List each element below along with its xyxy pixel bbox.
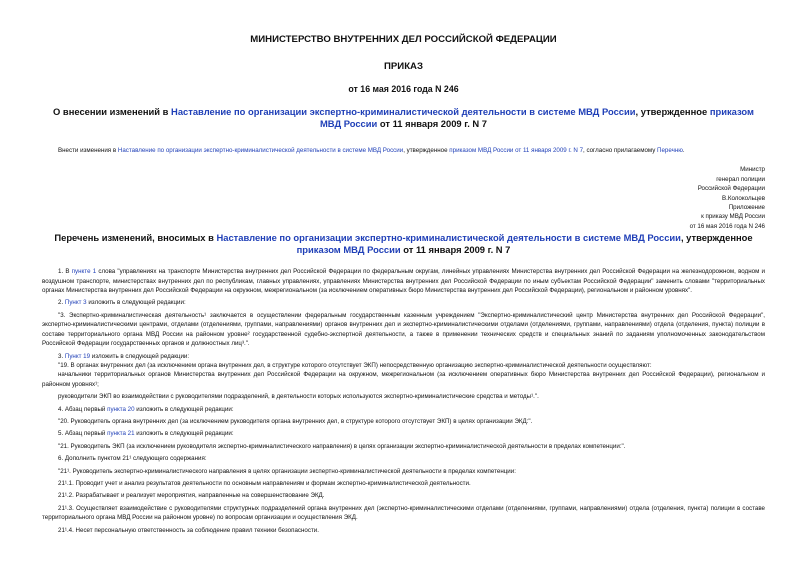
list-title-text-1: Перечень изменений, вносимых в [54,232,217,244]
intro-text-3: , согласно прилагаемому [583,147,658,154]
item-3-quote-2: начальники территориальных органов Министерства внутренних дел Российской Федерации на окружном, межрегиональном (за исключением оперативных бюро Министерства внутренних дел Российской Федерации), региональном и районном уровнях¹; [42,371,765,388]
link-manual-intro[interactable]: Наставление по организации экспертно-криминалистической деятельности в системе МВД России [117,147,404,154]
link-order-list[interactable]: приказом МВД России [296,244,401,256]
item-3 [42,352,765,361]
appendix-line: к приказу МВД России [701,213,765,221]
doc-date-number: от 16 мая 2016 года N 246 [348,84,459,94]
link-order-title[interactable]: приказом МВД России [319,106,754,129]
item-6-quote-4: 21¹.3. Осуществляет взаимодействие с руководителями структурных подразделений органа внутренних дел (экспертно-криминалистическими отделами (отделениями, группами, направлениями) отдела (отделения, пункта) полиции в составе территориального органа МВД России на районном уровне) по вопросам организации и осуществления ЭКД. [42,504,765,522]
item-6-quote-1: "21¹. Руководитель экспертно-криминалистического направления в целях организации экспертно-криминалистической деятельности в пределах компетенции: [58,467,516,475]
item-5-pre: 5. Абзац первый [58,430,108,438]
item-5-text: изложить в следующей редакции: [134,430,234,438]
list-title-text-2: , утвержденное [680,232,753,244]
signature-line: Министр [740,166,765,174]
item-1 [42,267,765,295]
item-4-text: изложить в следующей редакции: [134,405,234,413]
link-point-19[interactable]: Пункт 19 [64,352,91,360]
item-4 [42,405,765,414]
list-title-text-3: от 11 января 2009 г. N 7 [400,244,511,256]
signature-block [42,165,765,231]
appendix-line: от 16 мая 2016 года N 246 [689,222,765,230]
item-4-pre: 4. Абзац первый [58,405,108,413]
intro-paragraph [42,146,765,155]
document-title [42,106,765,130]
item-2-pre: 2. [58,299,65,307]
intro-text-4: . [682,147,685,154]
item-2-text: изложить в следующей редакции: [86,299,186,307]
ministry-heading: МИНИСТЕРСТВО ВНУТРЕННИХ ДЕЛ РОССИЙСКОЙ ФЕДЕРАЦИИ [250,34,557,45]
link-order-intro[interactable]: приказом МВД России от 11 января 2009 г. N 7 [449,147,584,154]
link-point-1[interactable]: пункте 1 [71,268,97,276]
item-5 [42,429,765,438]
appendix-line: Приложение [728,204,765,212]
item-3-pre: 3. [58,352,65,360]
signature-line: генерал полиции [716,175,765,183]
item-3-text: изложить в следующей редакции: [90,352,190,360]
item-2 [42,298,765,307]
signature-line: В.Колокольцев [722,194,765,202]
link-point-21[interactable]: пункта 21 [107,430,135,438]
link-manual-list[interactable]: Наставление по организации экспертно-криминалистической деятельности в системе МВД России [216,232,681,244]
item-3-quote-3: руководители ЭКП во взаимодействии с руководителями подразделений, в деятельности которых используются экспертно-криминалистические средства и методы¹.". [58,393,539,401]
item-1-text: слова "управлениях на транспорте Министерства внутренних дел Российской Федерации по федеральным округам, линейных управлениях Министерства внутренних дел Российской Федерации на железнодорожном, водном и воздушном транспорте, министерствах внутренних дел по республикам, главных управлениях, управлениях Министерства внутренних дел Российской Федерации по иным субъектам Российской Федерации" заменить словами "территориальных органах Министерства внутренних дел Российской Федерации на окружном, межрегиональном (за исключением оперативных бюро Министерства внутренних дел Российской Федерации), региональном и районном уровнях". [42,268,765,295]
item-4-quote: "20. Руководитель органа внутренних дел (за исключением руководителя органа внутренних дел, в структуре которого отсутствует ЭКП) в целях организации ЭКД:". [58,417,533,425]
list-title [42,232,765,256]
link-point-3[interactable]: Пункт 3 [64,299,87,307]
item-6-quote-5: 21¹.4. Несет персональную ответственность за соблюдение правил техники безопасности. [58,526,319,534]
item-1-pre: 1. В [58,268,72,276]
title-text-1: О внесении изменений в [53,106,172,117]
item-6-quote-3: 21¹.2. Разрабатывает и реализует мероприятия, направленные на совершенствование ЭКД. [58,492,325,500]
link-list-intro[interactable]: Перечню [657,147,683,154]
title-text-2: , утвержденное [635,106,710,117]
doc-type-heading: ПРИКАЗ [384,61,423,72]
link-manual-title[interactable]: Наставление по организации экспертно-криминалистической деятельности в системе МВД России [171,106,636,117]
link-point-20[interactable]: пункта 20 [107,405,135,413]
intro-text-1: Внести изменения в [58,147,118,154]
signature-line: Российской Федерации [697,185,765,193]
intro-text-2: , утвержденное [403,147,450,154]
title-text-3: от 11 января 2009 г. N 7 [377,118,488,129]
item-3-quote-1: "19. В органах внутренних дел (за исключением органа внутренних дел, в структуре которого отсутствует ЭКП) непосредственную организацию экспертно-криминалистической деятельности осуществляют: [58,361,652,369]
item-2-quote: "3. Экспертно-криминалистическая деятельность¹ заключается в осуществлении федеральным государственным казенным учреждением "Экспертно-криминалистический центр Министерства внутренних дел Российской Федерации", экспертно-криминалистическими центрами, отделами (отделениями, группами, направлениями) органов внутренних дел и экспертно-криминалистическими отделами (отделениями, группами, направлениями) отдела (отделения, пункта) полиции в составе территориального органа МВД России на районном уровне² государственной судебно-экспертной деятельности, а также в применении технических средств и специальных знаний по заданиям уполномоченных законодательством Российской Федерации государственных органов и должностных лиц³.". [42,311,765,348]
item-6: 6. Дополнить пунктом 21¹ следующего содержания: [58,455,207,463]
item-6-quote-2: 21¹.1. Проводит учет и анализ результатов деятельности по основным направлениям и формам экспертно-криминалистической деятельности. [58,479,471,487]
item-5-quote: "21. Руководитель ЭКП (за исключением руководителя экспертно-криминалистического направления) в целях организации экспертно-криминалистической деятельности в пределах компетенции:". [58,442,626,450]
